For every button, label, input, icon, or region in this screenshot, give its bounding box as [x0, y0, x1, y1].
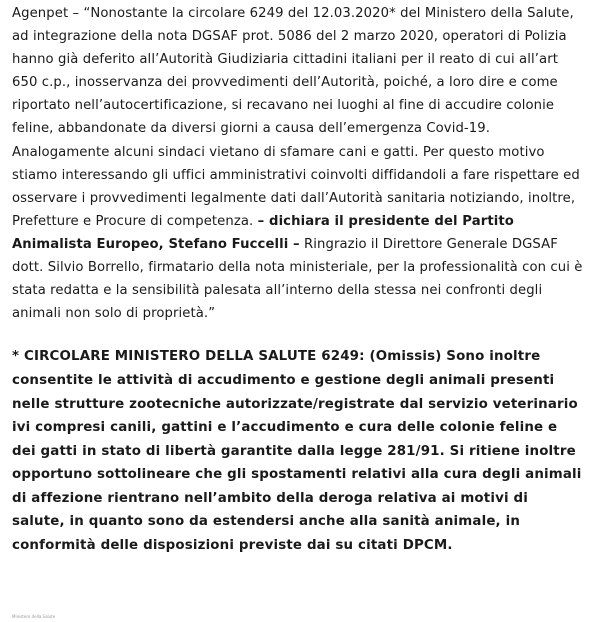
- article-paragraph-circular: * CIRCOLARE MINISTERO DELLA SALUTE 6249: (Omissis) Sono inoltre consentite le attività di accudimento e gestione degli animali presenti nelle strutture zootecniche autorizzate/registrate dal servizio veterinario ivi compresi canili, gattini e l’accudimento e cura delle colonie feline e dei gatti in stato di libertà garantite dalla legge 281/91. Si ritiene inoltre opportuno sottolineare che gli spostamenti relativi alla cura degli animali di affezione rientrano nell’ambito della deroga relativa ai motivi di salute, in quanto sono da estendersi anche alla sanità animale, in conformità delle disposizioni previste dai su citati DPCM.: [12, 349, 582, 554]
- article-body: [12, 2, 584, 558]
- image-caption: Ministero della Salute: [12, 614, 56, 619]
- quote-text-part2: Ringrazio il Direttore Generale DGSAF dott. Silvio Borrello, firmatario della nota ministeriale, per la professionalità con cui è stata redatta e la sensibilità palesata all’interno della stessa nei confronti degli animali non solo di proprietà.”: [12, 236, 583, 322]
- article-paragraph-quote: [12, 2, 584, 325]
- quote-attribution: – dichiara il presidente del Partito Animalista Europeo, Stefano Fuccelli –: [12, 213, 514, 252]
- quote-text-part1: Agenpet – “Nonostante la circolare 6249 del 12.03.2020* del Ministero della Salute, ad integrazione della nota DGSAF prot. 5086 del 2 marzo 2020, operatori di Polizia hanno già deferito all’Autorità Giudiziaria cittadini italiani per il reato di cui all’art 650 c.p., inosservanza dei provvedimenti dell’Autorità, poiché, a loro dire e come riportato nell’autocertificazione, si recavano nei luoghi al fine di accudire colonie feline, abbandonate da diversi giorni a causa dell’emergenza Covid-19. Analogamente alcuni sindaci vietano di sfamare cani e gatti. Per questo motivo stiamo interessando gli uffici amministrativi coinvolti diffidandoli a fare rispettare ed osservare i provvedimenti legalmente dati dall’Autorità sanitaria notiziando, inoltre, Prefetture e Procure di competenza.: [12, 6, 580, 229]
